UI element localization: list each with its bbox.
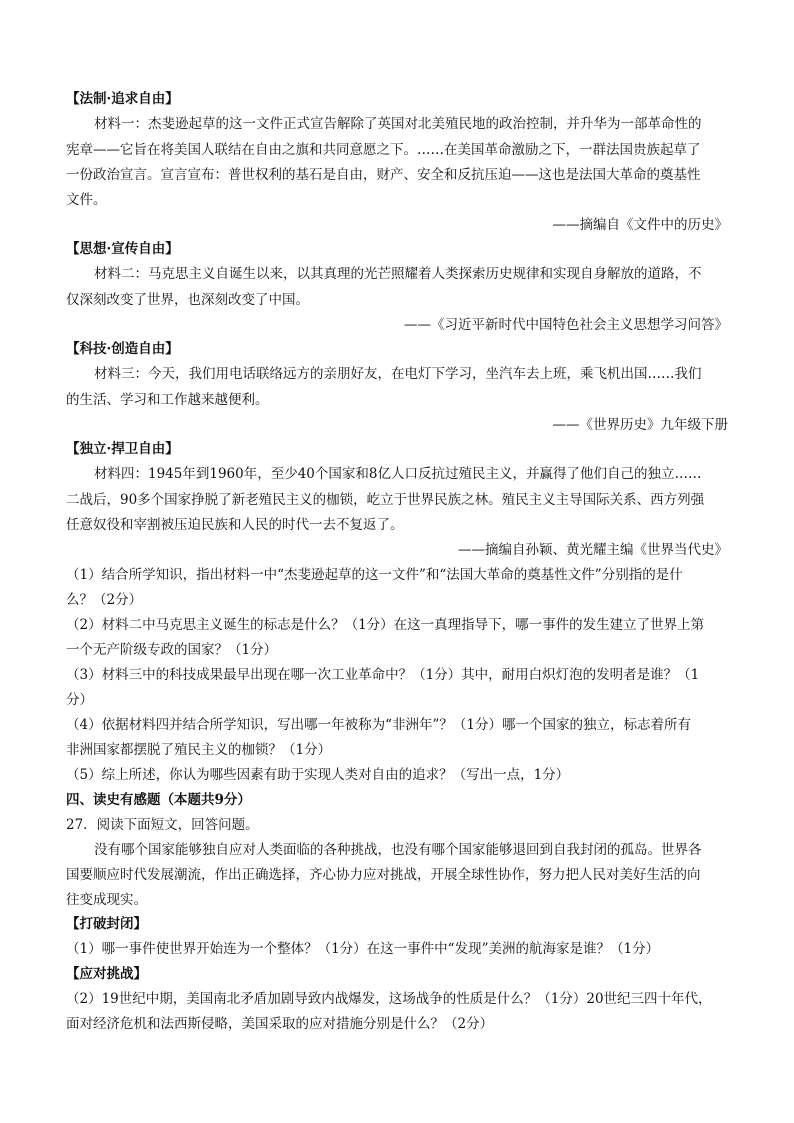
material-one-source: ——摘编自《文件中的历史》 — [552, 217, 728, 233]
question-line: 一个无产阶级专政的国家？（1分） — [66, 642, 278, 658]
section-heading-yingdui: 【应对挑战】 — [66, 966, 147, 982]
material-four-line: 二战后，90多个国家挣脱了新老殖民主义的枷锁，屹立于世界民族之林。殖民主义主导国际关系、西方列强 — [66, 492, 705, 508]
material-three-line: 材料三：今天，我们用电话联络远方的亲朋好友，在电灯下学习，坐汽车去上班，乘飞机出国……我们 — [94, 366, 702, 382]
material-three-source: ——《世界历史》九年级下册 — [552, 417, 728, 433]
question-line: （5）综上所述，你认为哪些因素有助于实现人类对自由的追求？（写出一点，1分） — [66, 767, 570, 783]
material-two-line: 仅深刻改变了世界，也深刻改变了中国。 — [66, 292, 309, 308]
part-four-title: 四、读史有感题（本题共9分） — [66, 792, 251, 808]
question-line: （4）依据材料四并结合所学知识，写出哪一年被称为“非洲年”？（1分）哪一个国家的独立，标志着所有 — [66, 717, 691, 733]
question-27-2-line: （2）19世纪中期，美国南北矛盾加剧导致内战爆发，这场战争的性质是什么？（1分）20世纪三四十年代， — [66, 991, 712, 1007]
material-three-line: 的生活、学习和工作越来越便利。 — [66, 392, 269, 408]
question-line: （3）材料三中的科技成果最早出现在哪一次工业革命中？（1分）其中，耐用白炽灯泡的发明者是谁？（1 — [66, 667, 700, 683]
material-one-line: 文件。 — [66, 192, 107, 208]
material-two-line: 材料二：马克思主义自诞生以来，以其真理的光芒照耀着人类探索历史规律和实现自身解放的道路，不 — [94, 266, 702, 282]
question-line: 非洲国家都摆脱了殖民主义的枷锁？（1分） — [66, 742, 332, 758]
question-line: 么？（2分） — [66, 592, 143, 608]
section-heading-dapo: 【打破封闭】 — [66, 916, 147, 932]
section-heading-keji: 【科技·创造自由】 — [66, 341, 179, 357]
passage-line: 国要顺应时代发展潮流，作出正确选择，齐心协力应对挑战，开展全球性协作，努力把人民对美好生活的向 — [66, 867, 701, 883]
section-heading-duli: 【独立·捍卫自由】 — [66, 441, 179, 457]
material-one-line: 宪章——它旨在将美国人联结在自由之旗和共同意愿之下。……在美国革命激励之下，一群法国贵族起草了 — [66, 142, 701, 158]
passage-line: 没有哪个国家能够独自应对人类面临的各种挑战，也没有哪个国家能够退回到自我封闭的孤岛。世界各 — [94, 842, 702, 858]
question-line: （2）材料二中马克思主义诞生的标志是什么？（1分）在这一真理指导下，哪一事件的发生建立了世界上第 — [66, 617, 705, 633]
section-heading-sixiang: 【思想·宣传自由】 — [66, 241, 179, 257]
material-four-line: 任意奴役和宰割被压迫民族和人民的时代一去不复返了。 — [66, 517, 404, 533]
question-line: 分） — [66, 692, 93, 708]
material-four-source: ——摘编自孙颖、黄光耀主编《世界当代史》 — [458, 542, 728, 558]
material-one-line: 材料一：杰斐逊起草的这一文件正式宣告解除了英国对北美殖民地的政治控制，并升华为一部革命性的 — [94, 116, 702, 132]
material-four-line: 材料四：1945年到1960年，至少40个国家和8亿人口反抗过殖民主义，并赢得了他们自己的独立…… — [94, 466, 702, 482]
question-27-intro: 27．阅读下面短文，回答问题。 — [66, 817, 259, 833]
section-heading-fazhi: 【法制·追求自由】 — [66, 91, 179, 107]
passage-line: 往变成现实。 — [66, 892, 147, 908]
material-one-line: 一份政治宣言。宣言宣布：普世权利的基石是自由，财产、安全和反抗压迫——这也是法国大革命的奠基性 — [66, 167, 701, 183]
question-line: （1）结合所学知识，指出材料一中“杰斐逊起草的这一文件”和“法国大革命的奠基性文件”分别指的是什 — [66, 567, 683, 583]
question-27-2-line: 面对经济危机和法西斯侵略，美国采取的应对措施分别是什么？（2分） — [66, 1016, 494, 1032]
material-two-source: ——《习近平新时代中国特色社会主义思想学习问答》 — [404, 317, 728, 333]
question-27-1: （1）哪一事件使世界开始连为一个整体？（1分）在这一事件中“发现”美洲的航海家是谁？（1分） — [66, 941, 660, 957]
